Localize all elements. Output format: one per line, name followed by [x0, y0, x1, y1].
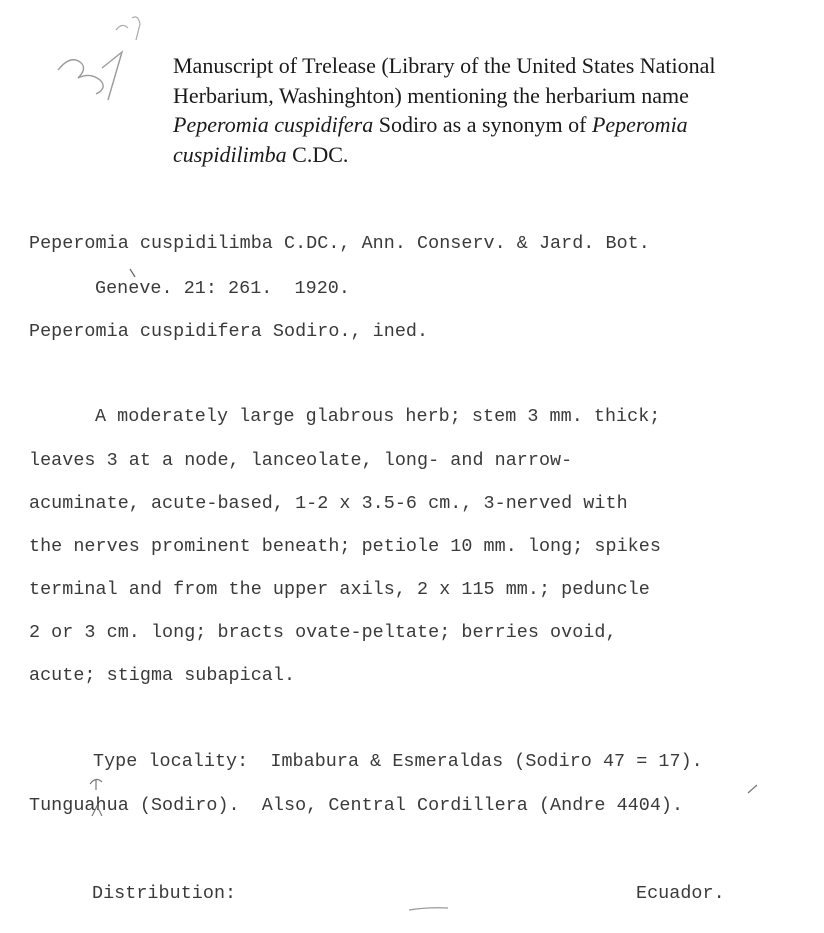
distribution-value: Ecuador.	[636, 883, 725, 904]
citation-line: Peperomia cuspidilimba C.DC., Ann. Conserv. & Jard. Bot.	[29, 233, 650, 254]
description-line: the nerves prominent beneath; petiole 10 mm. long; spikes	[29, 536, 661, 557]
caption-text: Sodiro as a synonym of	[373, 112, 592, 137]
pencil-accent-mark	[128, 268, 138, 280]
pencil-stroke-mark	[408, 904, 450, 914]
caption-text: Manuscript of Trelease (Library of the United States National Herbarium, Washinghton) mentioning the herbarium name	[173, 53, 716, 108]
description-line: 2 or 3 cm. long; bracts ovate-peltate; berries ovoid,	[29, 622, 617, 643]
synonym-line: Peperomia cuspidifera Sodiro., ined.	[29, 321, 429, 342]
type-locality-line: Type locality: Imbabura & Esmeraldas (Sodiro 47 = 17).	[93, 751, 703, 772]
species-name-cuspidifera: Peperomia cuspidifera	[173, 112, 374, 137]
document-caption	[173, 51, 773, 169]
description-line: acuminate, acute-based, 1-2 x 3.5-6 cm., 3-nerved with	[29, 493, 628, 514]
citation-line: Geneve. 21: 261. 1920.	[95, 278, 350, 299]
pencil-caret-mark	[84, 774, 110, 824]
pencil-accent-mark	[746, 783, 760, 795]
handwritten-page-number	[50, 10, 160, 110]
species-name-cuspidilimba: Peperomia cuspidilimba	[173, 112, 688, 167]
description-line: A moderately large glabrous herb; stem 3 mm. thick;	[95, 406, 661, 427]
caption-text: C.DC.	[286, 141, 349, 167]
description-line: terminal and from the upper axils, 2 x 115 mm.; peduncle	[29, 579, 650, 600]
type-locality-line: Tunguahua (Sodiro). Also, Central Cordillera (Andre 4404).	[29, 795, 684, 816]
distribution-label: Distribution:	[92, 883, 237, 904]
description-line: leaves 3 at a node, lanceolate, long- and narrow-	[29, 450, 573, 471]
description-line: acute; stigma subapical.	[29, 665, 296, 686]
